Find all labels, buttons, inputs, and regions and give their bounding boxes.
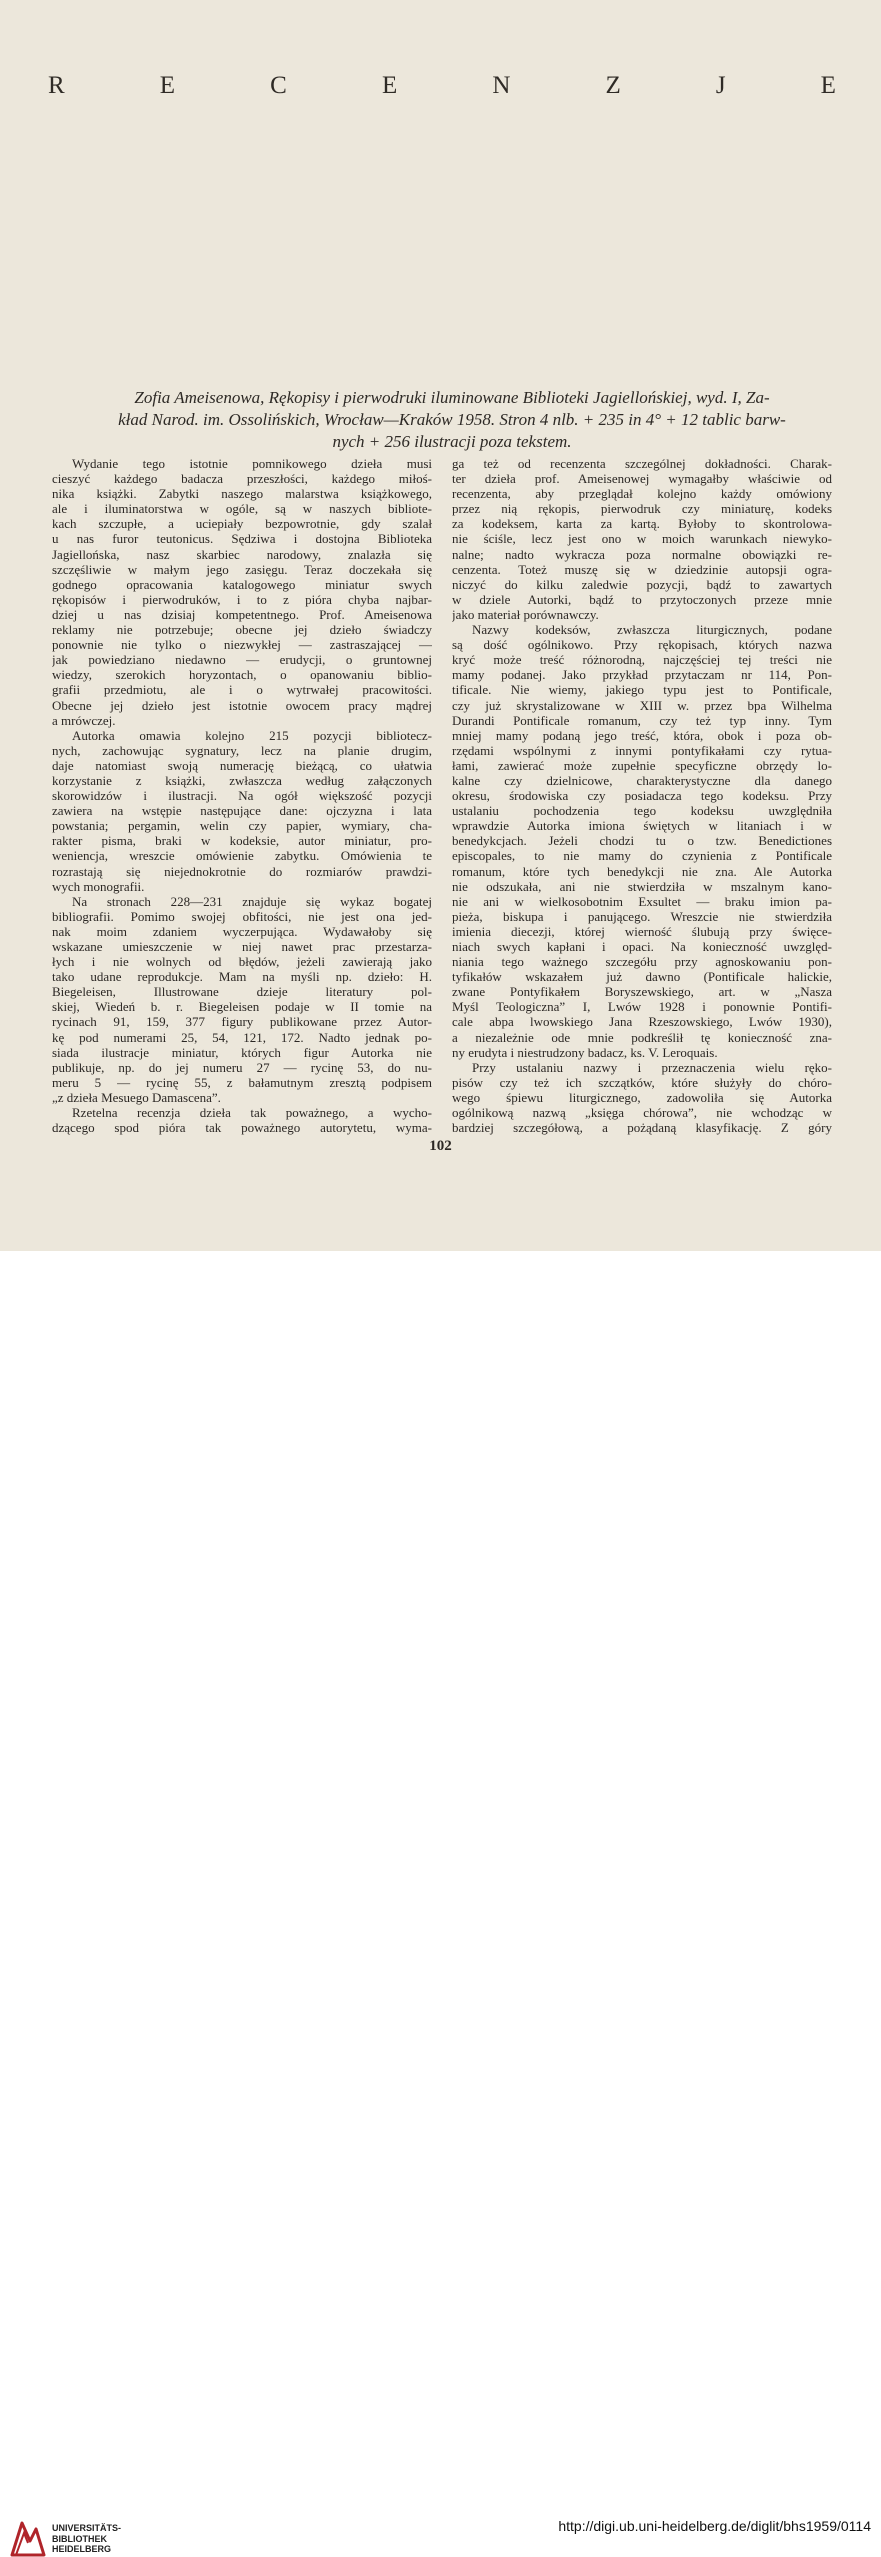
viewer-footer [0,1251,881,2554]
text-line: dzącego spod pióra tak poważnego autorytetu, wyma- [52,1120,432,1136]
heading-letter: J [715,72,727,99]
library-name-line: HEIDELBERG [52,2544,112,2554]
text-line: nych, zachowując sygnatury, lecz na planie drugim, [52,742,432,758]
heading-letter: E [381,72,399,99]
text-line: tako udane reprodukcje. Mam na myśli np. dzieło: H. [52,969,432,985]
text-line: nie ściśle, lecz jest ono w moich warunkach niewyko- [452,531,832,547]
text-line: ale i iluminatorstwa w ogóle, są w naszych bibliote- [52,501,432,517]
text-line: jako materiał porównawczy. [452,606,599,622]
text-line: skorowidzów i ilustracji. Na ogół większość pozycji [52,788,432,804]
right-text-column [452,456,832,1135]
text-line: nie odszukała, ani nie stwierdziła w mszalnym kano- [452,878,832,894]
permalink-url[interactable]: http://digi.ub.uni-heidelberg.de/diglit/bhs1959/0114 [558,2518,871,2534]
text-line: a niezależnie ode mnie podkreślił tę konieczność zna- [452,1029,832,1045]
text-line: niania tego ważnego szczegółu przy agnoskowaniu pon- [452,954,832,970]
text-line: przez nią rękopis, pierwodruk czy miniaturę, kodeks [452,501,832,517]
text-line: rękopisów i pierwodruków, i to z pióra chyba najbar- [52,591,432,607]
text-line: wskazane umieszczenie w niej nawet prac przestarza- [52,939,432,954]
text-line: benedykcjach. Jeżeli chodzi tu o tzw. Benedictiones [452,833,832,849]
text-line: u nas furor teutonicus. Sędziwa i dostojna Biblioteka [52,531,432,547]
text-line: skiej, Wiedeń b. r. Biegeleisen podaje w II tomie na [52,999,432,1015]
text-line: wprawdzie Autorka imiona świętych w litaniach i w [452,818,832,834]
text-line: okresu, środowiska czy posiadacza tego kodeksu. Przy [452,788,832,804]
bibliographic-entry [64,387,840,453]
text-line: kalne czy dzielnicowe, charakterystyczne dla danego [452,772,832,788]
text-line: Przy ustalaniu nazwy i przeznaczenia wielu ręko- [472,1059,832,1075]
text-line: Na stronach 228—231 znajduje się wykaz bogatej [72,893,432,909]
text-line: jak powiedziano niedawno — erudycji, o gruntownej [52,652,432,668]
text-line: w dziele Autorki, bądź to przytoczonych przeze mnie [452,591,832,607]
text-line: bardziej szczegółową, a pożądaną klasyfikację. Z góry [452,1120,832,1136]
text-line: Nazwy kodeksów, zwłaszcza liturgicznych, podane [472,622,832,638]
heading-letter: E [820,72,837,99]
text-line: ga też od recenzenta szczególnej dokładności. Charak- [452,456,832,471]
text-line: siada ilustracje miniatur, których figur Autorka nie [52,1044,432,1060]
bibliographic-line: Zofia Ameisenowa, Rękopisy i pierwodruki iluminowane Biblioteki Jagiellońskiej, wyd. I, Za- [134,388,770,407]
section-heading [48,72,837,100]
text-line: romanum, które tych benedykcji nie zna. Ale Autorka [452,863,832,879]
text-line: ny erudyta i niestrudzony badacz, ks. V. Leroquais. [452,1044,718,1060]
text-line: korzystanie z książki, zwłaszcza według załączonych [52,772,432,788]
heading-letter: C [270,72,288,99]
text-line: niach swych kapłani i opaci. Na konieczność uwzględ- [452,939,832,954]
text-line: wych monografii. [52,878,145,894]
text-line: nak moim zdaniem wyczerpująca. Wydawałoby się [52,923,432,939]
text-line: zwane Pontyfikałem Boryszewskiego, art. w „Nasza [452,984,832,1000]
text-line: pieża, biskupa i panującego. Wreszcie nie stwierdziła [452,908,832,924]
text-line: Obecne jej dzieło jest istotnie owocem pracy mądrej [52,697,432,713]
text-line: publikuje, np. do jej numeru 27 — rycinę 53, do nu- [52,1059,432,1075]
university-library-logo-icon [10,2515,46,2557]
text-line: nie ani w wielkosobotnim Exsultet — braku imion pa- [452,893,832,909]
left-text-column [52,456,432,1135]
text-line: bibliografii. Pomimo swojej obfitości, nie jest ona jed- [52,908,432,924]
text-line: za kodeksem, karta za kartą. Byłoby to skontrolowa- [452,516,832,532]
text-line: cieszyć każdego badacza przeszłości, każdego miłoś- [52,471,432,487]
text-line: Biegeleisen, Illustrowane dzieje literatury pol- [52,984,432,1000]
heading-letter: E [159,72,177,99]
library-name-line: BIBLIOTHEK [52,2533,107,2544]
text-line: kę pod numerami 25, 54, 121, 172. Nadto jednak po- [52,1029,432,1045]
text-line: rzędami wspólnymi z innymi pontyfikałami czy rytua- [452,742,832,758]
text-line: kach szczupłe, a uciepiały bezpowrotnie, gdy szalał [52,516,432,532]
text-line: dziej u nas dzisiaj kompetentnego. Prof. Ameisenowa [52,606,432,622]
page-number: 102 [429,1138,452,1154]
text-line: recenzenta, aby przeglądał kolejno każdy omówiony [452,486,832,502]
library-name [52,2523,121,2555]
text-line: weniencja, wreszcie omówienie zabytku. Omówienia te [52,848,432,864]
text-line: wiedzy, szerokich horyzontach, o opanowaniu biblio- [52,667,432,683]
text-line: łami, zawierać może zupełnie specyficzne obrzędy lo- [452,757,832,773]
text-line: Autorka omawia kolejno 215 pozycji bibliotecz- [72,727,432,743]
text-line: łych i nie wolnych od błędów, jeżeli zawierają jako [52,954,432,970]
text-line: pisów czy też ich szczątków, które służyły do chóro- [452,1074,832,1090]
text-line: ter dzieła prof. Ameisenowej wymagałby właściwie od [452,471,832,487]
heading-letter: R [48,72,66,99]
text-line: tificale. Nie wiemy, jakiego typu jest to Pontificale, [452,682,832,698]
text-line: Jagiellońska, nasz skarbiec narodowy, znalazła się [52,546,432,562]
text-line: imienia diecezji, której wierność ślubują przy święce- [452,923,832,939]
text-line: ustalaniu pochodzenia tego kodeksu uwzględniła [452,803,832,819]
text-line: episcopales, to nie mamy do czynienia z Pontificale [452,848,832,864]
text-line: „z dzieła Mesuego Damascena”. [52,1089,221,1105]
text-line: meru 5 — rycinę 55, z bałamutnym zresztą podpisem [52,1074,432,1090]
text-line: nika książki. Zabytki naszego malarstwa książkowego, [52,486,432,502]
text-line: rozrastają się niejednokrotnie do rozmiarów prawdzi- [52,863,432,879]
text-line: niczyć do kilku zaledwie pozycji, bądź to zawartych [452,576,832,592]
text-line: reklamy nie potrzebuje; obecne jej dzieło świadczy [52,622,432,638]
text-line: Rzetelna recenzja dzieła tak poważnego, a wycho- [72,1105,432,1121]
text-line: a mrówczej. [52,712,116,728]
text-line: czy już skrystalizowane w XIII w. przez bpa Wilhelma [452,697,832,713]
library-name-line: UNIVERSITÄTS- [52,2523,122,2533]
text-line: Myśl Teologiczna” I, Lwów 1928 i ponownie Pontifi- [452,999,832,1015]
text-line: zawiera na wstępie następujące dane: ojczyzna i lata [52,803,432,819]
text-line: rycinach 91, 159, 377 figury publikowane przez Autor- [52,1014,432,1030]
text-line: rakter pisma, braki w kodeksie, autor miniatur, pro- [52,833,432,849]
scanned-page [0,0,881,1251]
bibliographic-line: kład Narod. im. Ossolińskich, Wrocław—Kraków 1958. Stron 4 nlb. + 235 in 4° + 12 tablic barw- [118,410,786,429]
heading-letter: Z [605,72,622,99]
text-line: kryć może treść różnorodną, najczęściej tej treści nie [452,652,832,668]
text-line: powstania; pergamin, welin czy papier, wymiary, cha- [52,818,432,834]
text-line: grafii przedmiotu, ale i o wytrwałej pracowitości. [52,682,432,698]
text-line: Wydanie tego istotnie pomnikowego dzieła musi [72,456,432,471]
text-line: wego śpiewu liturgicznego, zadowoliła się Autorka [452,1089,832,1105]
text-line: mniej mamy podaną jego treść, która, obok i poza ob- [452,727,832,743]
text-line: tyfikałów wskazałem już dawno (Pontificale halickie, [452,969,832,985]
text-line: daje natomiast swoją numerację bieżącą, co ułatwia [52,757,432,773]
text-line: cale abpa lwowskiego Jana Rzeszowskiego, Lwów 1930), [452,1014,832,1030]
text-line: godnego opracowania katalogowego miniatur swych [52,576,432,592]
text-line: są dość ogólnikowo. Przy rękopisach, których nazwa [452,637,832,653]
text-line: cenzenta. Toteż muszę się w dziedzinie autopsji ogra- [452,561,832,577]
text-line: mamy podanej. Jako przykład przytaczam nr 114, Pon- [452,667,832,683]
heading-letter: N [492,72,512,99]
text-line: nalne; nadto wykracza poza normalne obowiązki re- [452,546,832,562]
bibliographic-line: nych + 256 ilustracji poza tekstem. [332,432,572,451]
text-line: szczęśliwie w małym jego zasięgu. Teraz doczekała się [52,561,432,577]
text-line: ponownie nie tylko o niezwykłej — zastraszającej — [52,637,432,653]
text-line: Durandi Pontificale romanum, czy też typ inny. Tym [452,712,832,728]
text-line: ogólnikową nazwą „księga chórowa”, nie wchodząc w [452,1105,832,1121]
